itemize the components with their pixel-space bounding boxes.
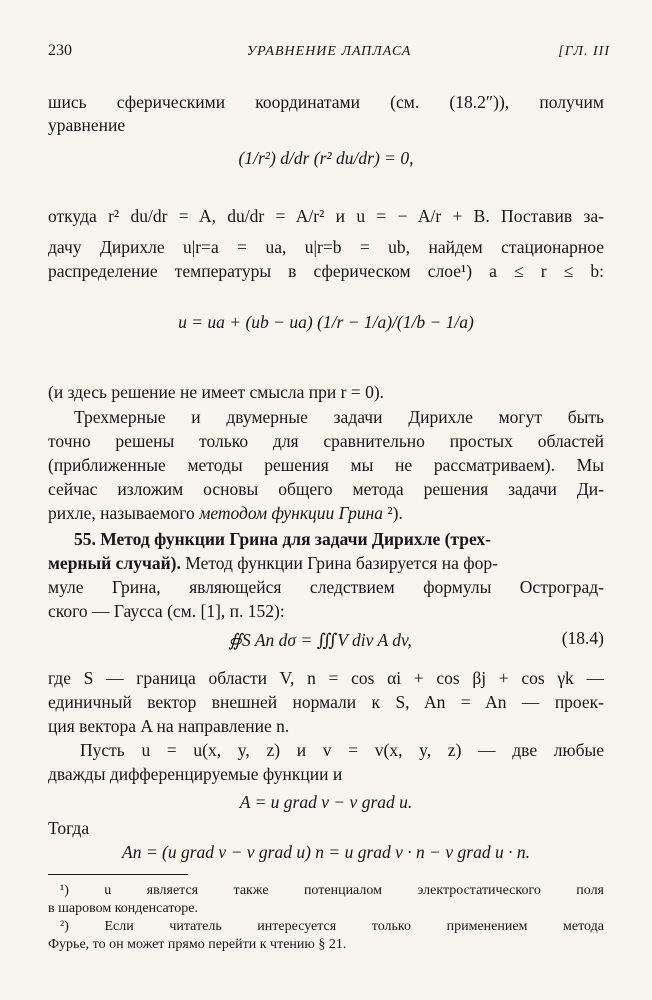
text-line: единичный вектор внешней нормали к S, An = An — проек- <box>48 692 604 712</box>
text-line: Тогда <box>48 818 90 838</box>
equation-solution: u = ua + (ub − ua) (1/r − 1/a)/(1/b − 1/a) <box>178 312 474 332</box>
text-span: ²). <box>383 503 403 523</box>
text-line: дачу Дирихле u|r=a = ua, u|r=b = ub, найдем стационарное <box>48 237 604 257</box>
running-header <box>48 42 610 66</box>
emphasis-text: методом функции Грина <box>199 503 384 523</box>
text-line: уравнение <box>48 115 126 135</box>
text-line: Пусть u = u(x, y, z) и v = v(x, y, z) — две любые <box>80 740 604 760</box>
text-line: откуда r² du/dr = A, du/dr = A/r² и u = − A/r + B. Поставив за- <box>48 206 604 226</box>
footnote-2-cont: Фурье, то он может прямо перейти к чтению § 21. <box>48 937 347 952</box>
equation-normal-component: An = (u grad v − v grad u) n = u grad v · n − v grad u · n. <box>122 842 530 862</box>
footnote-1: ¹) u является также потенциалом электростатического поля <box>60 883 604 898</box>
text-line: сейчас изложим основы общего метода решения задачи Ди- <box>48 479 604 499</box>
equation-radial: (1/r²) d/dr (r² du/dr) = 0, <box>238 148 414 168</box>
equation-gauss: ∯S An dσ = ∭V div A dv, <box>228 630 412 650</box>
text-line: (и здесь решение не имеет смысла при r = 0). <box>48 382 385 402</box>
text-line <box>48 501 604 525</box>
footnote-1-cont: в шаровом конденсаторе. <box>48 901 199 916</box>
text-line: шись сферическими координатами (см. (18.2″)), получим <box>48 92 604 112</box>
section-title: Метод функции Грина для задачи Дирихле (трех- <box>95 529 491 549</box>
text-span: рихле, называемого <box>48 503 200 523</box>
section-heading <box>74 527 604 551</box>
text-line: муле Грина, являющейся следствием формулы Остроград- <box>48 577 604 597</box>
text-line: дважды дифференцируемые функции и <box>48 764 343 784</box>
page-number: 230 <box>48 42 72 59</box>
equation-number: (18.4) <box>561 628 604 648</box>
text-line: ция вектора A на направление n. <box>48 716 290 736</box>
footnote-rule <box>48 874 188 875</box>
running-title: УРАВНЕНИЕ ЛАПЛАСА <box>246 44 412 59</box>
text-line: точно решены только для сравнительно простых областей <box>48 431 604 451</box>
section-number: 55. <box>74 529 96 549</box>
chapter-label: [ГЛ. III <box>558 44 610 59</box>
text-line: ского — Гаусса (см. [1], п. 152): <box>48 601 285 621</box>
text-line <box>48 551 604 575</box>
text-line: (приближенные методы решения мы не рассматриваем). Мы <box>48 455 604 475</box>
text-line: Трехмерные и двумерные задачи Дирихле могут быть <box>74 407 604 427</box>
text-line: распределение температуры в сферическом слое¹) a ≤ r ≤ b: <box>48 261 604 281</box>
text-line: где S — граница области V, n = cos αi + cos βj + cos γk — <box>48 668 604 688</box>
section-title-cont: мерный случай). <box>48 553 181 573</box>
footnote-2: ²) Если читатель интересуется только применением метода <box>60 919 604 934</box>
text-span: Метод функции Грина базируется на фор- <box>180 553 498 573</box>
equation-vector-a: A = u grad v − v grad u. <box>239 792 413 812</box>
